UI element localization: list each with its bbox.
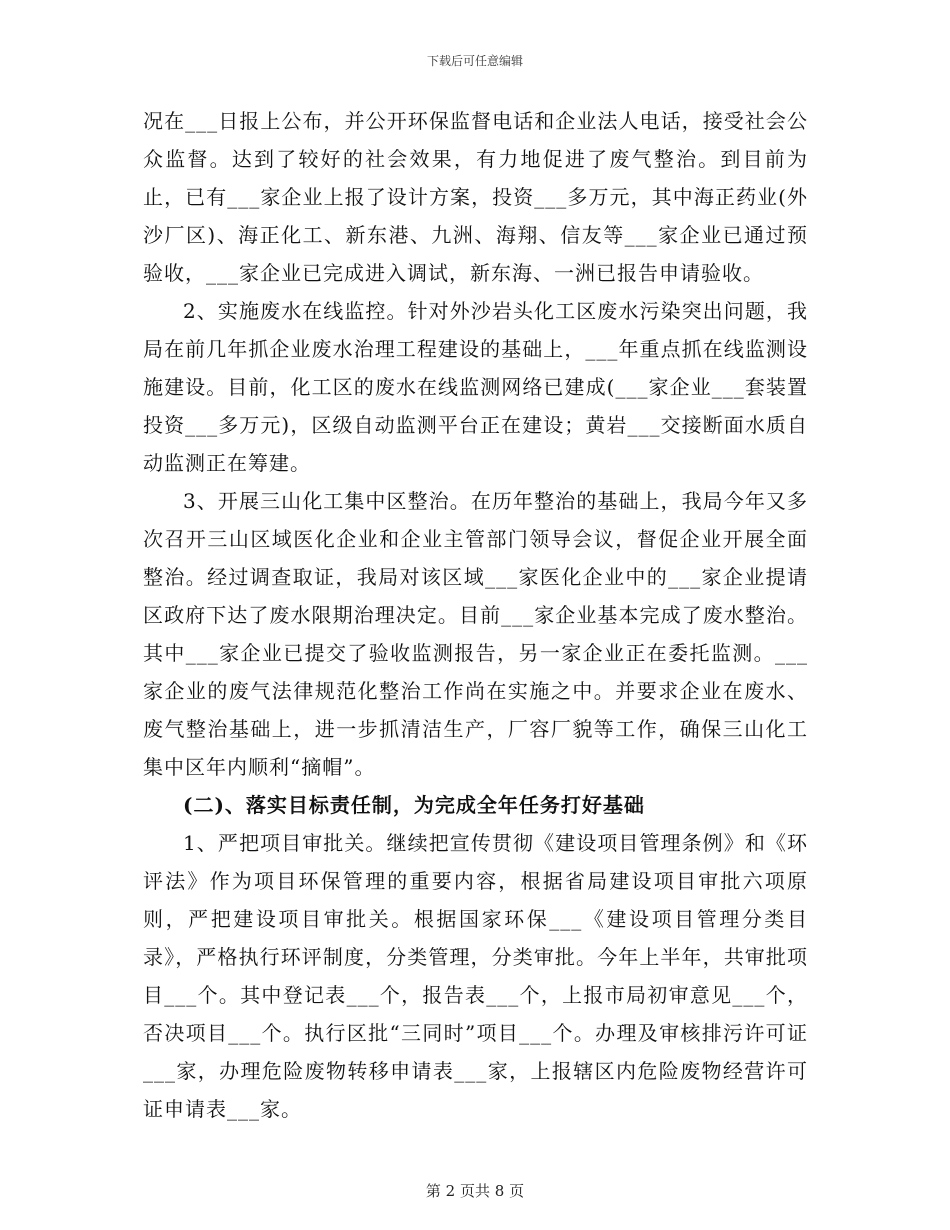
section-heading: (二)、落实目标责任制，为完成全年任务打好基础 bbox=[183, 793, 645, 817]
paragraph-sanshan-rectification: 3、开展三山化工集中区整治。在历年整治的基础上，我局今年又多次召开三山区域医化企业和企业主管部门领导会议，督促企业开展全面整治。经过调查取证，我局对该区域___家医化企业中的___家企业提请区政府下达了废水限期治理决定。目前___家企业基本完成了废水整治。其中___家企业已提交了验收监测报告，另一家企业正在委托监测。___家企业的废气法律规范化整治工作尚在实施之中。并要求企业在废水、废气整治基础上，进一步抓清洁生产，厂容厂貌等工作，确保三山化工集中区年内顺利“摘帽”。 bbox=[143, 489, 808, 779]
paragraph-wastewater-monitoring: 2、实施废水在线监控。针对外沙岩头化工区废水污染突出问题，我局在前几年抓企业废水治理工程建设的基础上，___年重点抓在线监测设施建设。目前，化工区的废水在线监测网络已建成(___家企业___套装置投资___多万元)，区级自动监测平台正在建设；黄岩___交接断面水质自动监测正在筹建。 bbox=[143, 299, 808, 475]
page-header: 下载后可任意编辑 bbox=[426, 54, 523, 68]
paragraph-project-approval: 1、严把项目审批关。继续把宣传贯彻《建设项目管理条例》和《环评法》作为项目环保管理的重要内容，根据省局建设项目审批六项原则，严把建设项目审批关。根据国家环保___《建设项目管理分类目录》，严格执行环评制度，分类管理，分类审批。今年上半年，共审批项目___个。其中登记表___个，报告表___个，上报市局初审意见___个，否决项目___个。执行区批“三同时”项目___个。办理及审核排污许可证___家，办理危险废物转移申请表___家，上报辖区内危险废物经营许可证申请表___家。 bbox=[143, 831, 808, 1121]
page-footer: 第 2 页共 8 页 bbox=[425, 1182, 525, 1200]
paragraph-continuation: 况在___日报上公布，并公开环保监督电话和企业法人电话，接受社会公众监督。达到了较好的社会效果，有力地促进了废气整治。到目前为止，已有___家企业上报了设计方案，投资___多万元，其中海正药业(外沙厂区)、海正化工、新东港、九洲、海翔、信友等___家企业已通过预验收，___家企业已完成进入调试，新东海、一洲已报告申请验收。 bbox=[143, 109, 808, 285]
document-body bbox=[143, 102, 808, 1128]
